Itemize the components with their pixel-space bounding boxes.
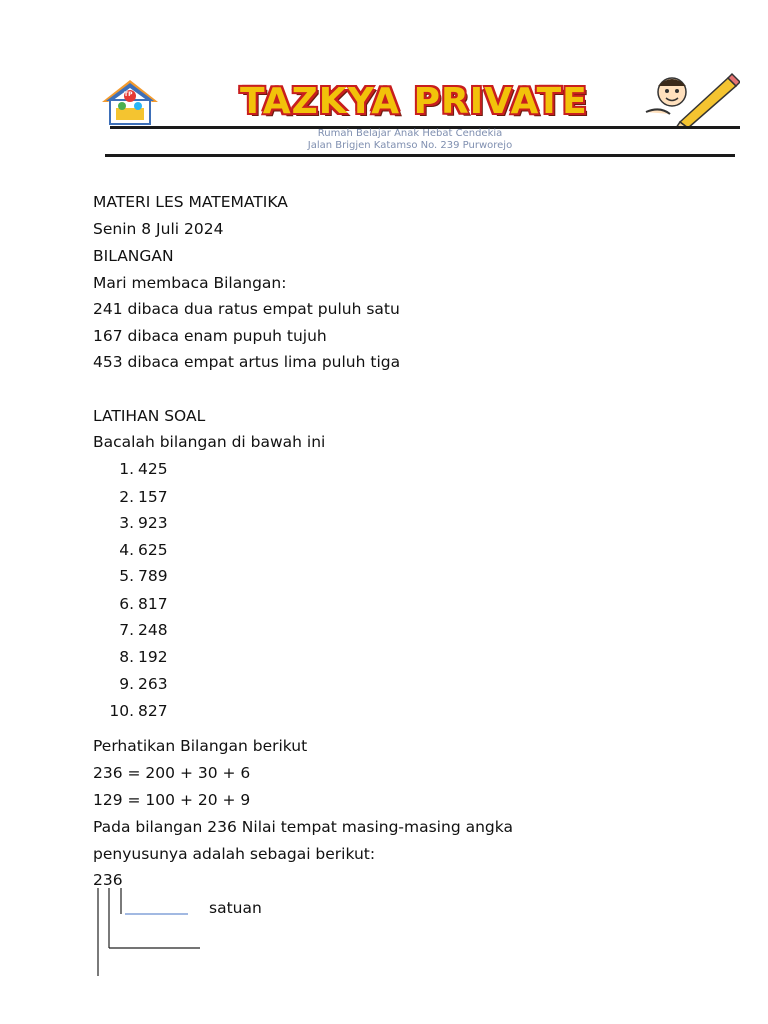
example-line: 167 dibaca enam pupuh tujuh	[93, 327, 327, 345]
list-item: 8. 192	[119, 648, 168, 666]
document-date: Senin 8 Juli 2024	[93, 220, 224, 238]
example-line: 453 dibaca empat artus lima puluh tiga	[93, 353, 401, 371]
list-item: 3. 923	[119, 514, 168, 532]
list-item: 9. 263	[119, 675, 168, 693]
place-value-diagram	[92, 886, 212, 978]
list-item: 1. 425	[119, 460, 168, 478]
header-address: Jalan Brigjen Katamso No. 239 Purworejo	[307, 140, 513, 151]
list-item: 5. 789	[119, 567, 168, 585]
list-item: 10. 827	[109, 702, 168, 720]
header-tagline: Rumah Belajar Anak Hebat Cendekia	[317, 128, 503, 139]
list-item: 4. 625	[119, 541, 168, 559]
topic-heading: BILANGAN	[93, 247, 174, 265]
list-item: 2. 157	[119, 488, 168, 506]
list-item: 7. 248	[119, 621, 168, 639]
satuan-label: satuan	[209, 899, 262, 917]
list-item: 6. 817	[119, 595, 168, 613]
house-logo	[98, 78, 162, 126]
exercise-title: LATIHAN SOAL	[93, 407, 206, 425]
number-label: 236	[93, 871, 123, 889]
intro-text: Mari membaca Bilangan:	[93, 274, 287, 292]
logo-badge: TP	[124, 91, 133, 98]
place-value-text: Pada bilangan 236 Nilai tempat masing-masing angka	[93, 818, 513, 836]
header-rule-bottom	[105, 154, 735, 157]
exercise-instruction: Bacalah bilangan di bawah ini	[93, 433, 326, 451]
decomposition-line: 129 = 100 + 20 + 9	[93, 791, 251, 809]
pencil-kid-icon	[640, 72, 740, 128]
example-line: 241 dibaca dua ratus empat puluh satu	[93, 300, 400, 318]
brand-title: TAZKYA PRIVATE	[240, 81, 588, 122]
document-title: MATERI LES MATEMATIKA	[93, 193, 288, 211]
decomposition-line: 236 = 200 + 30 + 6	[93, 764, 251, 782]
notice-text: Perhatikan Bilangan berikut	[93, 737, 308, 755]
place-value-text: penyusunya adalah sebagai berikut:	[93, 845, 376, 863]
